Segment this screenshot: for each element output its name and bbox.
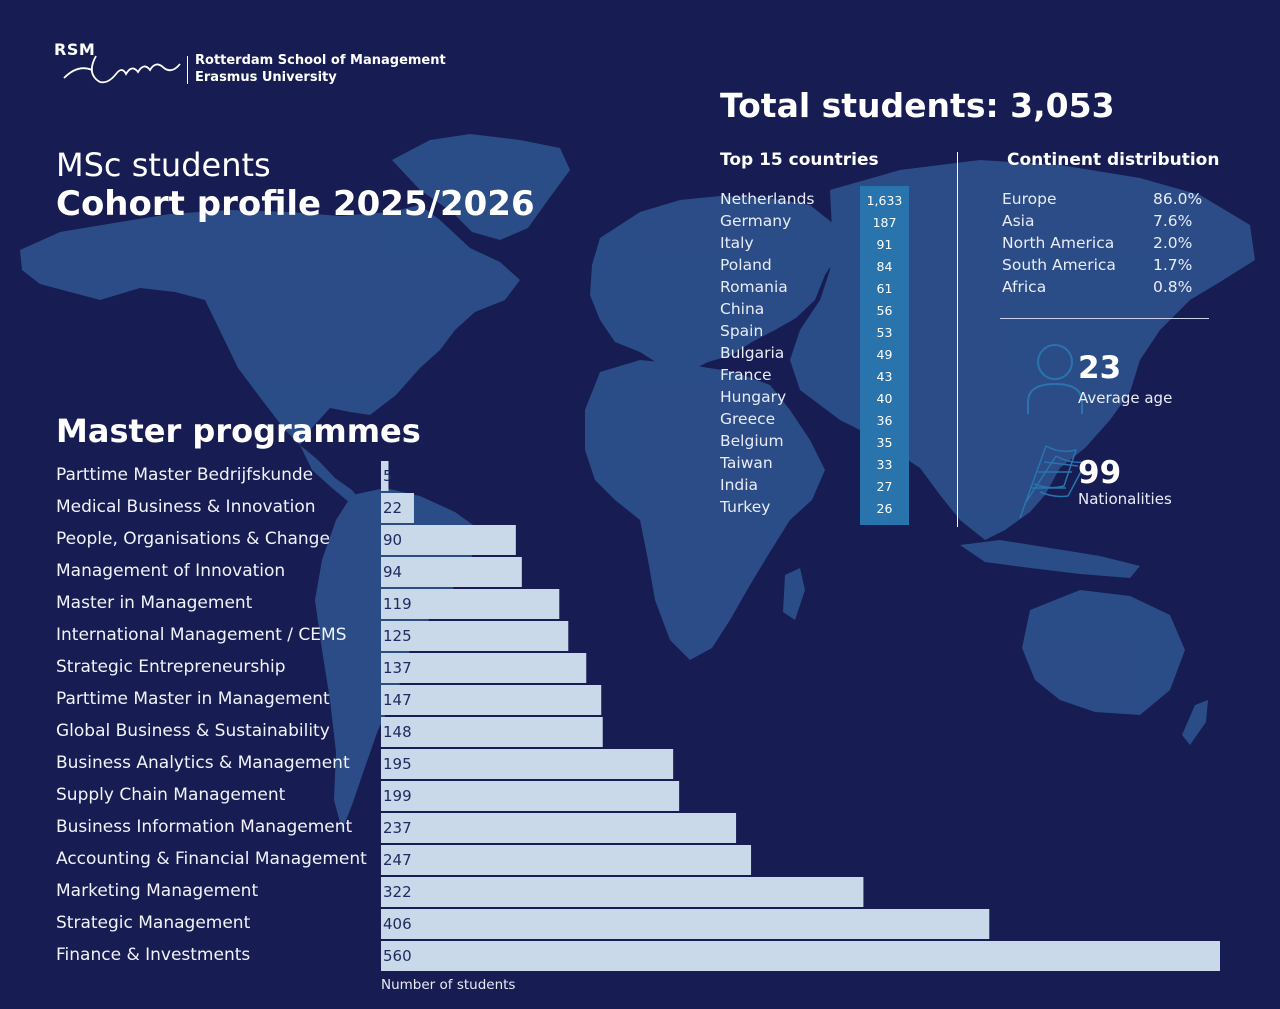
category-label: Medical Business & Innovation	[56, 497, 316, 517]
country-name: India	[720, 476, 759, 494]
continent-percentage: 0.8%	[1153, 278, 1193, 296]
bar	[381, 941, 1220, 971]
bar	[381, 813, 736, 843]
bar-value-label: 322	[383, 883, 412, 901]
continent-percentage: 2.0%	[1153, 234, 1193, 252]
country-count: 36	[876, 413, 893, 428]
country-name: Spain	[720, 322, 764, 340]
country-name: Italy	[720, 234, 754, 252]
category-label: Accounting & Financial Management	[56, 849, 367, 869]
country-name: Taiwan	[720, 454, 773, 472]
country-name: Belgium	[720, 432, 784, 450]
country-count: 26	[876, 501, 893, 516]
category-label: Parttime Master in Management	[56, 689, 330, 709]
category-label: Finance & Investments	[56, 945, 251, 965]
country-count: 43	[876, 369, 893, 384]
page-subtitle: MSc students	[56, 146, 271, 184]
average-age-value: 23	[1078, 350, 1122, 386]
x-axis-label: Number of students	[381, 977, 516, 993]
bar	[381, 909, 989, 939]
continent-percentage: 7.6%	[1153, 212, 1193, 230]
category-label: Global Business & Sustainability	[56, 721, 330, 741]
bar	[381, 877, 863, 907]
country-name: Bulgaria	[720, 344, 785, 362]
bar-value-label: 195	[383, 755, 412, 773]
bar	[381, 845, 751, 875]
bar-value-label: 90	[383, 531, 403, 549]
bar-value-label: 147	[383, 691, 412, 709]
bar-value-label: 560	[383, 947, 412, 965]
average-age-label: Average age	[1078, 389, 1173, 407]
category-label: Parttime Master Bedrijfskunde	[56, 465, 314, 485]
country-name: Germany	[720, 212, 792, 230]
country-count: 56	[876, 303, 893, 318]
bar-value-label: 137	[383, 659, 412, 677]
continent-name: Africa	[1002, 278, 1047, 296]
bar	[381, 653, 586, 683]
country-count: 1,633	[866, 193, 903, 208]
category-label: Master in Management	[56, 593, 253, 613]
category-label: People, Organisations & Change	[56, 529, 330, 549]
bar-value-label: 5	[383, 467, 393, 485]
continent-distribution-title: Continent distribution	[1007, 150, 1220, 170]
country-name: Greece	[720, 410, 776, 428]
category-label: Strategic Management	[56, 913, 251, 933]
continent-name: South America	[1002, 256, 1116, 274]
bar-value-label: 237	[383, 819, 412, 837]
bar-value-label: 94	[383, 563, 403, 581]
country-count: 53	[876, 325, 893, 340]
chart-title: Master programmes	[56, 412, 421, 450]
country-count: 187	[872, 215, 897, 230]
bar	[381, 781, 679, 811]
category-label: Business Analytics & Management	[56, 753, 350, 773]
continent-percentage: 86.0%	[1153, 190, 1203, 208]
country-name: Hungary	[720, 388, 787, 406]
logo-school-name: Rotterdam School of Management	[195, 53, 446, 68]
country-count: 35	[876, 435, 893, 450]
category-label: International Management / CEMS	[56, 625, 347, 645]
category-label: Supply Chain Management	[56, 785, 286, 805]
total-students: Total students: 3,053	[720, 86, 1115, 125]
continent-percentage: 1.7%	[1153, 256, 1193, 274]
country-count: 84	[876, 259, 893, 274]
country-name: China	[720, 300, 765, 318]
bar-value-label: 125	[383, 627, 412, 645]
country-name: Poland	[720, 256, 772, 274]
country-count: 61	[876, 281, 893, 296]
page-title: Cohort profile 2025/2026	[56, 184, 535, 224]
country-count: 49	[876, 347, 893, 362]
category-label: Strategic Entrepreneurship	[56, 657, 286, 677]
bar	[381, 685, 601, 715]
bar	[381, 717, 603, 747]
category-label: Business Information Management	[56, 817, 353, 837]
nationalities-label: Nationalities	[1078, 490, 1172, 508]
continent-name: North America	[1002, 234, 1115, 252]
bar-value-label: 22	[383, 499, 403, 517]
top-countries-title: Top 15 countries	[720, 150, 879, 170]
continent-name: Asia	[1002, 212, 1035, 230]
country-count: 33	[876, 457, 893, 472]
nationalities-value: 99	[1078, 455, 1122, 491]
bar-value-label: 119	[383, 595, 412, 613]
country-count: 27	[876, 479, 893, 494]
bar-value-label: 148	[383, 723, 412, 741]
country-count: 40	[876, 391, 893, 406]
country-count: 91	[876, 237, 893, 252]
category-label: Management of Innovation	[56, 561, 286, 581]
logo-university-name: Erasmus University	[195, 70, 337, 85]
country-name: France	[720, 366, 772, 384]
category-label: Marketing Management	[56, 881, 259, 901]
bar-value-label: 247	[383, 851, 412, 869]
logo-brand: RSM	[54, 40, 96, 59]
bar	[381, 749, 673, 779]
country-name: Netherlands	[720, 190, 815, 208]
bar-value-label: 199	[383, 787, 412, 805]
country-name: Romania	[720, 278, 788, 296]
bar	[381, 557, 522, 587]
bar-value-label: 406	[383, 915, 412, 933]
country-name: Turkey	[720, 498, 771, 516]
continent-name: Europe	[1002, 190, 1057, 208]
